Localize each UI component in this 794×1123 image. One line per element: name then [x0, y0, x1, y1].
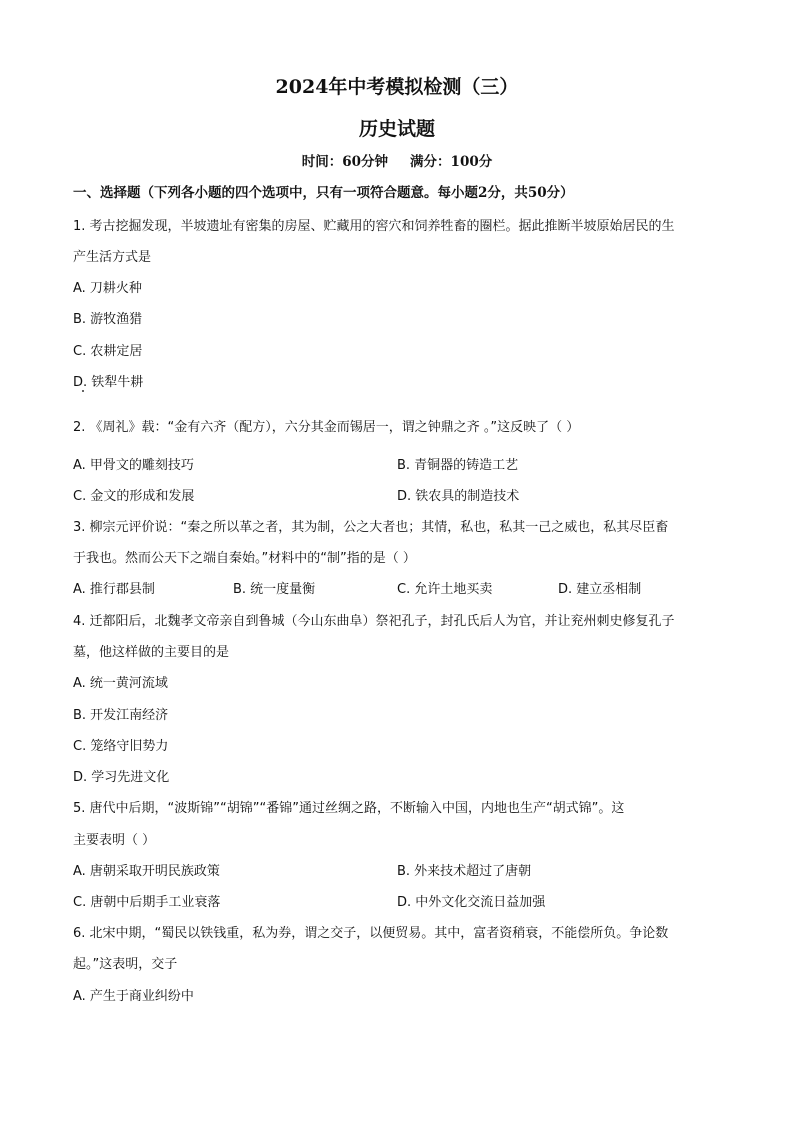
- q2-option-a[interactable]: A. 甲骨文的雕刻技巧: [73, 458, 194, 473]
- q3-stem-line-2: 于我也。然而公天下之端自秦始。”材料中的“制”指的是（ ）: [73, 551, 416, 566]
- q3-option-d[interactable]: D. 建立丞相制: [558, 582, 642, 597]
- q1-option-b[interactable]: B. 游牧渔猎: [73, 312, 143, 327]
- q4-stem-line-2: 墓，他这样做的主要目的是: [73, 645, 230, 660]
- q5-option-c[interactable]: C. 唐朝中后期手工业衰落: [73, 895, 221, 910]
- q4-stem-line-1: 4. 迁都阳后，北魏孝文帝亲自到鲁城（今山东曲阜）祭祀孔子，封孔氏后人为官，并让兖州刺史修复孔子: [73, 614, 675, 629]
- q1-option-a[interactable]: A. 刀耕火种: [73, 281, 142, 296]
- q4-option-d[interactable]: D. 学习先进文化: [73, 770, 170, 785]
- exam-meta: [0, 150, 794, 170]
- subject-title: 历史试题: [358, 118, 435, 140]
- q3-stem-line-1: 3. 柳宗元评价说：“秦之所以革之者，其为制，公之大者也；其情，私也，私其一己之威也，私其尽臣畜: [73, 520, 669, 535]
- q5-option-b[interactable]: B. 外来技术超过了唐朝: [397, 864, 532, 879]
- q2-stem-line-1: 2. 《周礼》载：“金有六齐（配方），六分其金而锡居一，谓之钟鼎之齐 。”这反映了（ ）: [73, 420, 580, 435]
- q4-option-c[interactable]: C. 笼络守旧势力: [73, 739, 169, 754]
- q5-option-a[interactable]: A. 唐朝采取开明民族政策: [73, 864, 220, 879]
- q1-stem-line-2: 产生活方式是: [73, 250, 152, 265]
- q5-stem-line-1: 5. 唐代中后期，“波斯锦”“胡锦”“番锦”通过丝绸之路，不断输入中国，内地也生产“胡式锦”。这: [73, 801, 625, 816]
- section-heading: 一、选择题（下列各小题的四个选项中，只有一项符合题意。每小题2分，共50分）: [73, 185, 574, 201]
- q2-option-d[interactable]: D. 铁农具的制造技术: [397, 489, 520, 504]
- q1-stem-line-1: 1. 考古挖掘发现，半坡遗址有密集的房屋、贮藏用的窖穴和饲养牲畜的圈栏。据此推断半坡原始居民的生: [73, 219, 675, 234]
- q5-option-d[interactable]: D. 中外文化交流日益加强: [397, 895, 546, 910]
- exam-title: 2024年中考模拟检测（三）: [275, 76, 519, 98]
- q5-stem-line-2: 主要表明（ ）: [73, 833, 156, 848]
- q6-stem-line-1: 6. 北宋中期，“蜀民以铁钱重，私为券，谓之交子，以便贸易。其中，富者资稍衰，不能偿所负。争论数: [73, 926, 669, 941]
- q1-option-d[interactable]: D. 铁犁牛耕: [73, 375, 144, 390]
- q6-option-a[interactable]: A. 产生于商业纠纷中: [73, 989, 194, 1004]
- q3-option-a[interactable]: A. 推行郡县制: [73, 582, 155, 597]
- q2-option-c[interactable]: C. 金文的形成和发展: [73, 489, 195, 504]
- q6-stem-line-2: 起。”这表明，交子: [73, 957, 178, 972]
- q2-option-b[interactable]: B. 青铜器的铸造工艺: [397, 458, 519, 473]
- q4-option-b[interactable]: B. 开发江南经济: [73, 708, 169, 723]
- q3-option-c[interactable]: C. 允许土地买卖: [397, 582, 493, 597]
- full-score: 满分：100分: [410, 154, 493, 170]
- stray-mark: [82, 390, 84, 392]
- q1-option-c[interactable]: C. 农耕定居: [73, 344, 143, 359]
- q4-option-a[interactable]: A. 统一黄河流域: [73, 676, 168, 691]
- q3-option-b[interactable]: B. 统一度量衡: [233, 582, 316, 597]
- time-limit: 时间：60分钟: [301, 154, 389, 170]
